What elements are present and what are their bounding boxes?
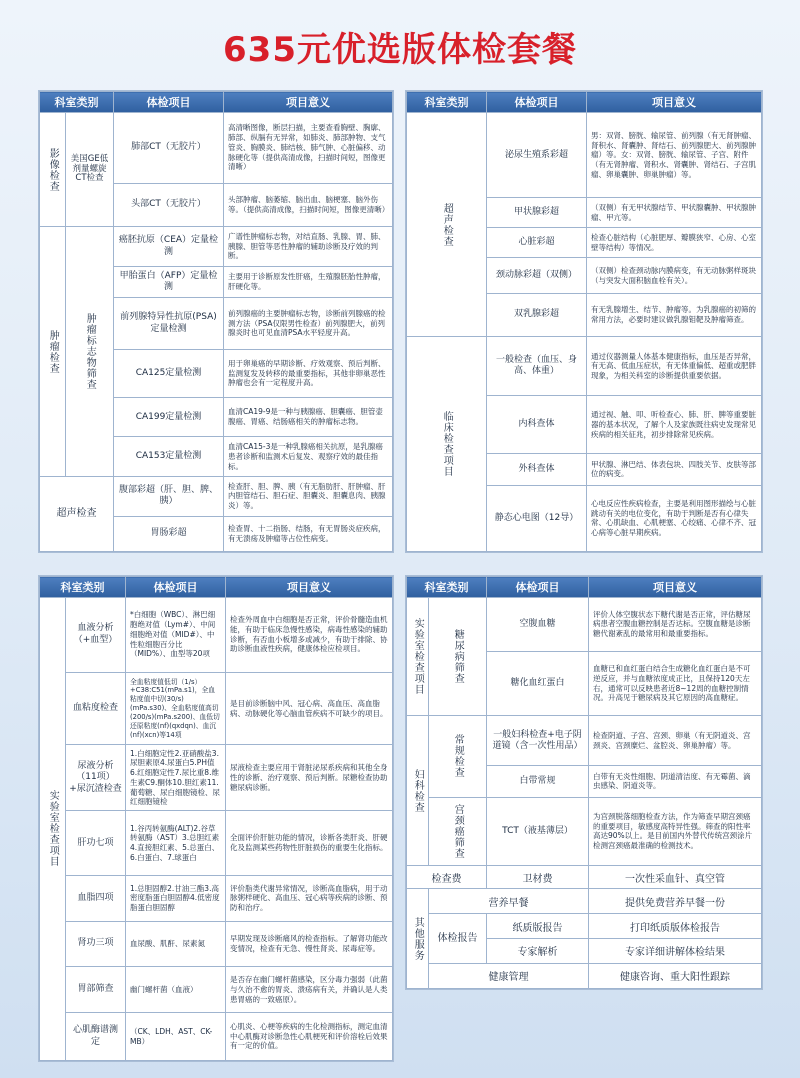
meaning-health-management: 健康咨询、重大阳性跟踪 bbox=[589, 963, 762, 988]
meaning-internal-medicine: 通过视、触、叩、听检查心、肺、肝、脾等重要脏器的基本状况，了解个人及家族既往病史发现常见疾病的相关征兆，初步排除常见疾病。 bbox=[587, 396, 762, 454]
item-fasting-glucose: 空腹血糖 bbox=[487, 597, 589, 651]
category-fees: 检查费 bbox=[407, 866, 487, 889]
item-blood-viscosity: 血粘度检查 bbox=[66, 672, 126, 745]
header-exam-item: 体检项目 bbox=[487, 577, 589, 598]
category-laboratory: 实验室检查项目 bbox=[412, 618, 424, 696]
meaning-hba1c: 血糖已和血红蛋白结合生成糖化血红蛋白是不可逆反应，并与血糖浓度成正比，且保持120天左右，通常可以反映患者近8~12周的血糖控制情况。升高见于糖尿病及其它原因的高血糖症。 bbox=[589, 651, 762, 716]
panel-imaging-tumor-ultrasound bbox=[38, 90, 394, 553]
item-abdominal-ultrasound: 腹部彩超（肝、胆、脾、胰） bbox=[114, 477, 224, 517]
meaning-leucorrhea: 白带有无炎性细胞、阴道清洁度、有无霉菌、滴虫感染、阴道炎等。 bbox=[589, 766, 762, 797]
panel-laboratory bbox=[38, 575, 394, 1062]
subcategory-report: 体检报告 bbox=[429, 914, 487, 964]
item-stomach-screening: 胃部筛查 bbox=[66, 967, 126, 1013]
category-ultrasound: 超声检查 bbox=[40, 477, 114, 552]
header-meaning: 项目意义 bbox=[226, 577, 393, 598]
meaning-urogenital-ultrasound: 男：双肾、膀胱、输尿管、前列腺（有无肾肿瘤、肾积水、肾囊肿、肾结石、前列腺肥大、前列腺肿瘤）等。女：双肾、膀胱、输尿管、子宫、附件（有无肾肿瘤、肾积水、肾囊肿、肾结石、子宫肌瘤、卵巢囊肿、卵巢肿瘤）等。 bbox=[587, 113, 762, 198]
meaning-kidney-function: 早期发现及诊断痛风的检查指标。了解肾功能改变情况，检查有无急、慢性肾炎、尿毒症等。 bbox=[226, 921, 393, 967]
item-ca199: CA199定量检测 bbox=[114, 397, 224, 437]
header-meaning: 项目意义 bbox=[587, 92, 762, 113]
category-ultrasound: 超声检查 bbox=[441, 202, 453, 247]
meaning-tct: 为宫颈脱落细胞检查方法，作为筛查早期宫颈癌的重要项目，敏感度高特异性强。筛查的阳性率高达90%以上。是目前国内外替代传统宫颈涂片检测宫颈癌最准确的检测技术。 bbox=[589, 797, 762, 866]
header-exam-item: 体检项目 bbox=[126, 577, 226, 598]
meaning-head-ct: 头部肿瘤、脑萎缩、脑出血、脑梗塞、脑外伤等。（提供高清成像，扫描时间短，图像更清晰） bbox=[224, 183, 393, 227]
item-urinalysis: 尿液分析（11项）+尿沉渣检查 bbox=[66, 745, 126, 811]
item-supplies: 卫材费 bbox=[487, 866, 589, 889]
item-gyn-exam: 一般妇科检查+电子阴道镜（含一次性用品） bbox=[487, 716, 589, 766]
header-meaning: 项目意义 bbox=[589, 577, 762, 598]
category-other-services: 其他服务 bbox=[412, 916, 424, 961]
exam-table-1 bbox=[39, 91, 393, 552]
exam-table-2 bbox=[406, 91, 762, 552]
exam-table-4 bbox=[406, 576, 762, 989]
item-thyroid-ultrasound: 甲状腺彩超 bbox=[487, 198, 587, 228]
item-expert-analysis: 专家解析 bbox=[487, 939, 589, 964]
meaning-stomach-screening: 是否存在幽门螺杆菌感染，区分毒力强弱（此菌与久治不愈的胃炎、溃疡病有关，并确认是人类患胃癌的一致癌原）。 bbox=[226, 967, 393, 1013]
item-ecg: 静态心电图（12导） bbox=[487, 485, 587, 551]
item-cardiac-ultrasound: 心脏彩超 bbox=[487, 228, 587, 258]
meaning-breakfast: 提供免费营养早餐一份 bbox=[589, 889, 762, 914]
subcategory-routine: 常规检查 bbox=[452, 734, 464, 779]
item-cea: 癌胚抗原（CEA）定量检测 bbox=[114, 227, 224, 267]
item-internal-medicine: 内科查体 bbox=[487, 396, 587, 454]
subcategory-ge-ct: 美国GE低剂量螺旋CT检查 bbox=[66, 112, 114, 226]
meaning-breast-ultrasound: 有无乳腺增生、结节、肿瘤等。为乳腺癌的初筛的常用方法，必要时建议做乳腺钼靶及肿瘤筛查。 bbox=[587, 294, 762, 337]
header-department: 科室类别 bbox=[40, 577, 126, 598]
header-department: 科室类别 bbox=[40, 92, 114, 113]
item-health-management: 健康管理 bbox=[429, 963, 589, 988]
meaning-paper-report: 打印纸质版体检报告 bbox=[589, 914, 762, 939]
item-head-ct: 头部CT（无胶片） bbox=[114, 183, 224, 227]
meaning-gi-ultrasound: 检查胃、十二指肠、结肠，有无胃肠炎症疾病，有无溃疡及肿瘤等占位性病变。 bbox=[224, 516, 393, 551]
desc-kidney-function: 血尿酸、肌酐、尿素氮 bbox=[126, 921, 226, 967]
item-blood-analysis: 血液分析（+血型） bbox=[66, 597, 126, 672]
category-imaging: 影像检查 bbox=[47, 147, 59, 192]
meaning-ca125: 用于卵巢癌的早期诊断、疗效观察、预后判断、监测复发及转移的最重要指标，其他非卵巢恶性肿瘤也会有一定程度升高。 bbox=[224, 350, 393, 398]
meaning-fasting-glucose: 评价人体空腹状态下糖代谢是否正常，评估糖尿病患者空腹血糖控制是否达标。空腹血糖是诊断糖代谢紊乱的最常用和最重要指标。 bbox=[589, 597, 762, 651]
item-paper-report: 纸质版报告 bbox=[487, 914, 589, 939]
meaning-blood-viscosity: 是目前诊断脑中风、冠心病、高血压、高血脂病、动脉硬化等心脑血管疾病不可缺少的项目。 bbox=[226, 672, 393, 745]
meaning-supplies: 一次性采血针、真空管 bbox=[589, 866, 762, 889]
item-tct: TCT（液基薄层） bbox=[487, 797, 589, 866]
page-title: 635元优选版体检套餐 bbox=[223, 30, 577, 70]
meaning-ca199: 血清CA19-9是一种与胰腺癌、胆囊癌、胆管壶腹癌、胃癌、结肠癌相关的肿瘤标志物。 bbox=[224, 397, 393, 437]
category-tumor: 肿瘤检查 bbox=[47, 329, 59, 374]
item-gi-ultrasound: 胃肠彩超 bbox=[114, 516, 224, 551]
desc-myocardial-enzymes: （CK、LDH、AST、CK-MB） bbox=[126, 1013, 226, 1061]
meaning-surgery-exam: 甲状腺、淋巴结、体表包块、四肢关节、皮肤等部位的病变。 bbox=[587, 453, 762, 485]
item-afp: 甲胎蛋白（AFP）定量检测 bbox=[114, 266, 224, 297]
meaning-ca153: 血清CA15-3是一种乳腺癌相关抗原，是乳腺癌患者诊断和监测术后复发、观察疗效的最佳指标。 bbox=[224, 437, 393, 477]
item-psa: 前列腺特异性抗原(PSA)定量检测 bbox=[114, 298, 224, 350]
header-exam-item: 体检项目 bbox=[487, 92, 587, 113]
item-breast-ultrasound: 双乳腺彩超 bbox=[487, 294, 587, 337]
subcategory-tumor-markers: 肿瘤标志物筛查 bbox=[84, 313, 96, 391]
category-clinical: 临床检查项目 bbox=[441, 410, 453, 477]
panel-lab-gyn-other bbox=[405, 575, 763, 990]
item-surgery-exam: 外科查体 bbox=[487, 453, 587, 485]
item-leucorrhea: 白带常规 bbox=[487, 766, 589, 797]
meaning-afp: 主要用于诊断原发性肝癌，生殖腺胚胎性肿瘤，肝硬化等。 bbox=[224, 266, 393, 297]
meaning-myocardial-enzymes: 心肌炎、心梗等疾病的生化检测指标，测定血清中心肌酶对诊断急性心肌梗死和评价溶栓后效果有一定的价值。 bbox=[226, 1013, 393, 1061]
meaning-general-exam: 通过仪器测量人体基本健康指标，血压是否异常，有无高、低血压症状，有无体重偏低、超重或肥胖现象，为相关科室的诊断提供重要依据。 bbox=[587, 336, 762, 396]
meaning-blood-analysis: 检查外周血中白细胞是否正常，评价骨髓造血机能，有助于临床急慢性感染，病毒性感染的辅助诊断，有否血小板增多或减少，有助于排除、协助诊断血液性疾病，健康体检应检项目。 bbox=[226, 597, 393, 672]
header-meaning: 项目意义 bbox=[224, 92, 393, 113]
item-hba1c: 糖化血红蛋白 bbox=[487, 651, 589, 716]
meaning-carotid-ultrasound: （双侧）检查颈动脉内膜病变，有无动脉粥样斑块（与突发大面积脑血栓有关）。 bbox=[587, 258, 762, 294]
meaning-psa: 前列腺癌的主要肿瘤标志物，诊断前列腺癌的检测方法（PSA仅限男性检查）前列腺肥大，前列腺炎时也可见血清PSA水平轻度升高。 bbox=[224, 298, 393, 350]
category-gynecology: 妇科检查 bbox=[412, 768, 424, 813]
meaning-urinalysis: 尿液检查主要应用于肾脏泌尿系疾病和其他全身性的诊断、治疗观察、预后判断。尿糖检查协助糖尿病诊断。 bbox=[226, 745, 393, 811]
meaning-blood-lipids: 评价脂类代谢异常情况，诊断高血脂病，用于动脉粥样硬化、高血压、冠心病等疾病的诊断、预防和治疗。 bbox=[226, 875, 393, 921]
item-blood-lipids: 血脂四项 bbox=[66, 875, 126, 921]
meaning-lung-ct: 高清晰图像，断层扫描，主要查看胸壁、胸廓、肺部、纵膈有无异常，如肺炎、肺部肿物、支气管炎、胸膜炎、肺结核、肺气肿、心脏偏移、动脉硬化等（提供高清成像，扫描时间短，图像更清晰） bbox=[224, 112, 393, 183]
header-department: 科室类别 bbox=[407, 92, 487, 113]
desc-stomach-screening: 幽门螺杆菌（血液） bbox=[126, 967, 226, 1013]
item-kidney-function: 肾功三项 bbox=[66, 921, 126, 967]
meaning-liver-function: 全面评价肝脏功能的情况，诊断各类肝炎、肝硬化及监测某些药物性肝脏损伤的重要生化指标。 bbox=[226, 811, 393, 875]
meaning-abdominal-ultrasound: 检查肝、胆、脾、胰（有无脂肪肝、肝肿瘤、肝内胆管结石、胆石症、胆囊炎、胆囊息肉、胰腺炎）等。 bbox=[224, 477, 393, 517]
item-myocardial-enzymes: 心肌酶谱测定 bbox=[66, 1013, 126, 1061]
item-liver-function: 肝功七项 bbox=[66, 811, 126, 875]
subcategory-diabetes: 糖尿病筛查 bbox=[452, 629, 464, 685]
desc-blood-lipids: 1.总胆固醇2.甘油三酯3.高密度脂蛋白胆固醇4.低密度脂蛋白胆固醇 bbox=[126, 875, 226, 921]
item-urogenital-ultrasound: 泌尿生殖系彩超 bbox=[487, 113, 587, 198]
item-general-exam: 一般检查（血压、身高、体重） bbox=[487, 336, 587, 396]
desc-blood-analysis: *白细胞（WBC）、淋巴细胞绝对值（Lym#）、中间细胞绝对值（MID#）、中性粒细胞百分比（MID%）、血型等20项 bbox=[126, 597, 226, 672]
item-ca125: CA125定量检测 bbox=[114, 350, 224, 398]
subcategory-cervical-screening: 宫颈癌筛查 bbox=[452, 803, 464, 859]
meaning-expert-analysis: 专家详细讲解体检结果 bbox=[589, 939, 762, 964]
meaning-ecg: 心电反应性疾病检查，主要是利用图形描绘与心脏跳动有关的电位变化，有助于判断是否有心律失常、心肌缺血、心肌梗塞、心绞痛、心律不齐、冠心病等心脏早期疾病。 bbox=[587, 485, 762, 551]
item-breakfast: 营养早餐 bbox=[429, 889, 589, 914]
panel-ultrasound-clinical bbox=[405, 90, 763, 553]
exam-table-3 bbox=[39, 576, 393, 1061]
item-lung-ct: 肺部CT（无胶片） bbox=[114, 112, 224, 183]
item-ca153: CA153定量检测 bbox=[114, 437, 224, 477]
header-department: 科室类别 bbox=[407, 577, 487, 598]
meaning-cardiac-ultrasound: 检查心脏结构（心脏肥厚、瓣膜狭窄、心房、心室壁等结构）等情况。 bbox=[587, 228, 762, 258]
desc-blood-viscosity: 全血粘度值低切（1/s）+C38:C51(mPa.s1)，全血粘度值中切(30/s)(mPa.s30)、全血粘度值高切(200/s)(mPa.s200)、血低切还原粘度(nf)(qxdqn)、血沉(nf)(xcn)等14项 bbox=[126, 672, 226, 745]
meaning-gyn-exam: 检查阴道、子宫、宫颈、卵巢（有无阴道炎、宫颈炎、宫颈糜烂、盆腔炎、卵巢肿瘤）等。 bbox=[589, 716, 762, 766]
item-carotid-ultrasound: 颈动脉彩超（双侧） bbox=[487, 258, 587, 294]
header-exam-item: 体检项目 bbox=[114, 92, 224, 113]
category-laboratory: 实验室检查项目 bbox=[47, 790, 59, 868]
desc-liver-function: 1.谷丙转氨酶(ALT)2.谷草转氨酶（AST）3.总胆红素4.直接胆红素、5.总蛋白、6.白蛋白、7.球蛋白 bbox=[126, 811, 226, 875]
meaning-thyroid-ultrasound: （双侧）有无甲状腺结节、甲状腺囊肿、甲状腺肿瘤、甲亢等。 bbox=[587, 198, 762, 228]
desc-urinalysis: 1.白细胞定性2.亚硝酸盐3.尿胆素原4.尿蛋白5.PH值6.红细胞定性7.尿比重8.维生素C9.酮体10.胆红素11.葡萄糖、尿白细胞镜检、尿红细胞镜检 bbox=[126, 745, 226, 811]
meaning-cea: 广谱性肿瘤标志物，对结直肠、乳腺、胃、肺、胰腺、胆管等恶性肿瘤的辅助诊断及疗效的判断。 bbox=[224, 227, 393, 267]
